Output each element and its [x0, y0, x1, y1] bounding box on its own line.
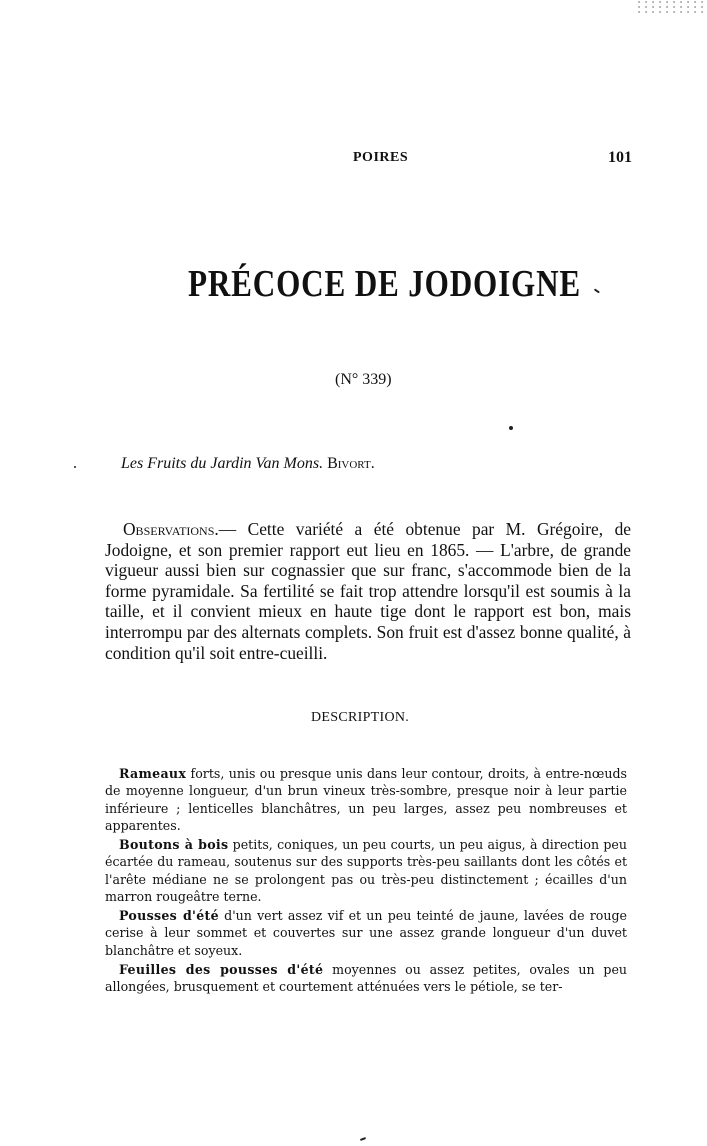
ink-speck: [74, 466, 76, 468]
description-item: [105, 836, 627, 906]
ink-speck: [594, 288, 600, 293]
bibliographic-reference: [121, 455, 375, 473]
description-term: Feuilles des pousses d'été: [119, 962, 324, 977]
description-item: [105, 961, 627, 996]
description-item: [105, 907, 627, 959]
description-heading: DESCRIPTION.: [311, 710, 410, 725]
ink-speck: [509, 426, 513, 430]
page-title: PRÉCOCE DE JODOIGNE: [188, 263, 582, 305]
description-term: Rameaux: [119, 766, 187, 781]
variety-number: (N° 339): [335, 371, 392, 388]
description-term: Pousses d'été: [119, 908, 219, 923]
observations-lead: Observations.: [123, 519, 219, 539]
description-item: [105, 765, 627, 835]
page-number: 101: [608, 149, 632, 166]
reference-work: Les Fruits du Jardin Van Mons.: [121, 455, 324, 472]
observations-paragraph: [105, 519, 631, 663]
description-text: petits, coniques, un peu courts, un peu aigus, à direction peu écartée du rameau, soutenus sur des supports très-peu saillants dont les côtés et l'arête médiane ne se prolongent pas ou très-peu distinctement ; écailles d'un marron rougeâtre terne.: [105, 837, 628, 905]
ink-speck: [360, 1137, 366, 1141]
scan-noise: [637, 0, 707, 14]
observations-text: — Cette variété a été obtenue par M. Grégoire, de Jodoigne, et son premier rapport eut lieu en 1865. — L'arbre, de grande vigueur aussi bien sur cognassier que sur franc, s'accommode bien de la forme pyramidale. Sa fertilité se fait trop attendre lorsqu'il est soumis à la taille, et il convient mieux en haute tige dont le rapport est bon, mais interrompu par des alternats complets. Son fruit est d'assez bonne qualité, à condition qu'il soit entre-cueilli.: [105, 519, 631, 663]
running-header-section: POIRES: [353, 150, 409, 165]
reference-author: Bivort.: [327, 455, 375, 472]
description-text: forts, unis ou presque unis dans leur contour, droits, à entre-nœuds de moyenne longueur, d'un brun vineux très-sombre, presque noir à leur partie inférieure ; lenticelles blanchâtres, un peu larges, assez peu nombreuses et apparentes.: [105, 766, 627, 834]
description-text: d'un vert assez vif et un peu teinté de jaune, lavées de rouge cerise à leur sommet et couvertes sur une assez grande longueur d'un duvet blanchâtre et soyeux.: [105, 908, 627, 958]
description-term: Boutons à bois: [119, 837, 229, 852]
description-text: moyennes ou assez petites, ovales un peu allongées, brusquement et courtement atténuées vers le pétiole, se ter-: [105, 962, 628, 995]
